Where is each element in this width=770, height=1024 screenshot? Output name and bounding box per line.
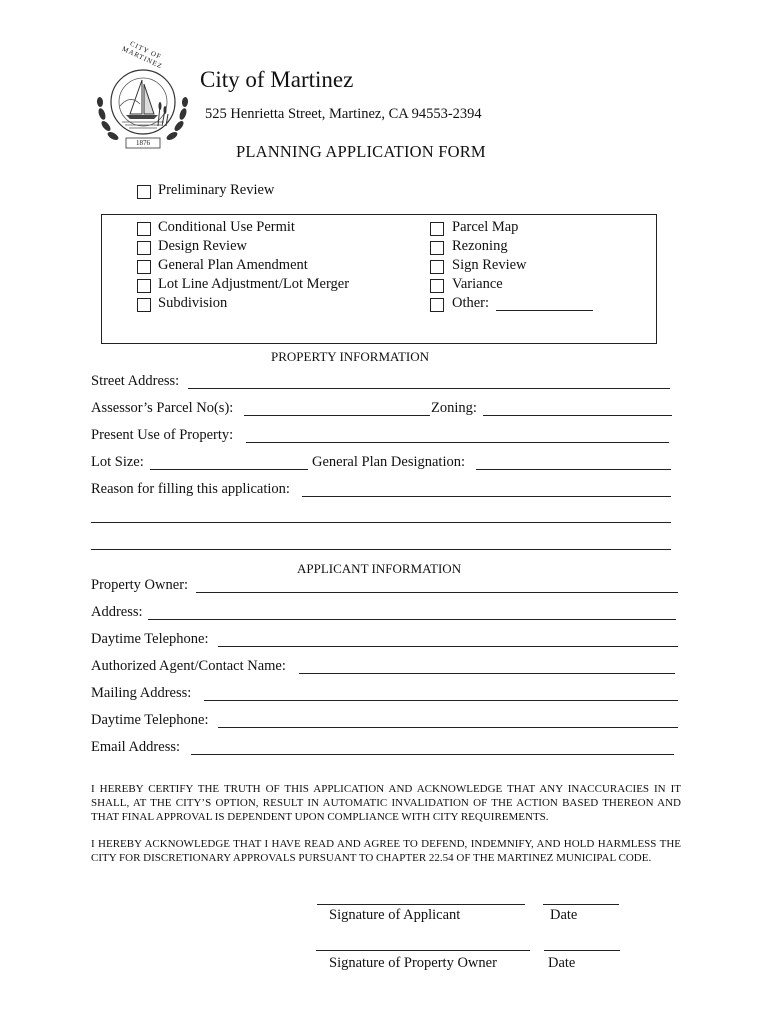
subdivision-checkbox[interactable] (137, 298, 151, 312)
owner-signature-label: Signature of Property Owner (329, 955, 497, 971)
address-label: Address: (91, 604, 143, 620)
applicant-date-label: Date (550, 907, 578, 923)
parcel-map-checkbox[interactable] (430, 222, 444, 236)
certification-paragraph-1: I HEREBY CERTIFY THE TRUTH OF THIS APPLICATION AND ACKNOWLEDGE THAT ANY INACCURACIES IN IT SHALL, AT THE CITY’S OPTION, RESULT IN AUTOMATIC INVALIDATION OF THE ACTION BASED THEREON AND THAT FINAL APPROVAL IS DEPENDENT UPON COMPLIANCE WITH CITY REQUIREMENTS. (91, 783, 681, 823)
owner-signature-line[interactable] (316, 950, 530, 951)
owner-date-line[interactable] (544, 950, 620, 951)
owner-date-label: Date (548, 955, 576, 971)
reason-label: Reason for filling this application: (91, 481, 290, 497)
preliminary-review-checkbox[interactable] (137, 185, 151, 199)
daytime-phone-input-2[interactable] (218, 727, 678, 728)
daytime-phone-label-2: Daytime Telephone: (91, 712, 209, 728)
general-plan-input[interactable] (476, 469, 671, 470)
lot-size-label: Lot Size: (91, 454, 144, 470)
daytime-phone-label-1: Daytime Telephone: (91, 631, 209, 647)
conditional-use-permit-label: Conditional Use Permit (158, 219, 295, 235)
parcel-nos-label: Assessor’s Parcel No(s): (91, 400, 234, 416)
reason-input-line-2[interactable] (91, 522, 671, 523)
other-input-line[interactable] (496, 310, 593, 311)
applicant-signature-label: Signature of Applicant (329, 907, 461, 923)
applicant-signature-line[interactable] (317, 904, 525, 905)
agent-name-label: Authorized Agent/Contact Name: (91, 658, 286, 674)
lot-line-adjustment-checkbox[interactable] (137, 279, 151, 293)
zoning-label: Zoning: (431, 400, 477, 416)
agent-name-input[interactable] (299, 673, 675, 674)
mailing-address-label: Mailing Address: (91, 685, 192, 701)
city-name: City of Martinez (200, 67, 354, 92)
form-title: PLANNING APPLICATION FORM (236, 142, 486, 161)
mailing-address-input[interactable] (204, 700, 678, 701)
conditional-use-permit-checkbox[interactable] (137, 222, 151, 236)
certification-paragraph-2: I HEREBY ACKNOWLEDGE THAT I HAVE READ AND AGREE TO DEFEND, INDEMNIFY, AND HOLD HARMLESS THE CITY FOR DISCRETIONARY APPROVALS PURSUANT TO CHAPTER 22.54 OF THE MARTINEZ MUNICIPAL CODE. (91, 838, 681, 864)
city-seal (92, 39, 194, 152)
variance-label: Variance (452, 276, 503, 292)
general-plan-amendment-checkbox[interactable] (137, 260, 151, 274)
address-input[interactable] (148, 619, 676, 620)
general-plan-amendment-label: General Plan Amendment (158, 257, 308, 273)
daytime-phone-input-1[interactable] (218, 646, 678, 647)
reason-input-line-1[interactable] (302, 496, 671, 497)
reason-input-line-3[interactable] (91, 549, 671, 550)
rezoning-label: Rezoning (452, 238, 508, 254)
present-use-label: Present Use of Property: (91, 427, 234, 443)
design-review-checkbox[interactable] (137, 241, 151, 255)
street-address-label: Street Address: (91, 373, 180, 389)
subdivision-label: Subdivision (158, 295, 228, 311)
street-address-input[interactable] (188, 388, 670, 389)
applicant-info-heading: APPLICANT INFORMATION (297, 561, 462, 576)
rezoning-checkbox[interactable] (430, 241, 444, 255)
sign-review-label: Sign Review (452, 257, 527, 273)
general-plan-label: General Plan Designation: (312, 454, 466, 470)
other-label: Other: (452, 295, 490, 311)
parcel-nos-input[interactable] (244, 415, 430, 416)
sign-review-checkbox[interactable] (430, 260, 444, 274)
lot-line-adjustment-label: Lot Line Adjustment/Lot Merger (158, 276, 350, 292)
design-review-label: Design Review (158, 238, 247, 254)
seal-text: CITY OF MARTINEZ (120, 39, 164, 71)
zoning-input[interactable] (483, 415, 672, 416)
applicant-date-line[interactable] (543, 904, 619, 905)
city-address: 525 Henrietta Street, Martinez, CA 94553-2394 (205, 106, 482, 122)
email-input[interactable] (191, 754, 674, 755)
variance-checkbox[interactable] (430, 279, 444, 293)
property-owner-input[interactable] (196, 592, 678, 593)
email-label: Email Address: (91, 739, 181, 755)
present-use-input[interactable] (246, 442, 669, 443)
property-info-heading: PROPERTY INFORMATION (271, 349, 430, 364)
preliminary-review-label: Preliminary Review (158, 182, 275, 198)
parcel-map-label: Parcel Map (452, 219, 519, 235)
lot-size-input[interactable] (150, 469, 308, 470)
other-checkbox[interactable] (430, 298, 444, 312)
seal-year: 1876 (136, 139, 150, 147)
property-owner-label: Property Owner: (91, 577, 189, 593)
